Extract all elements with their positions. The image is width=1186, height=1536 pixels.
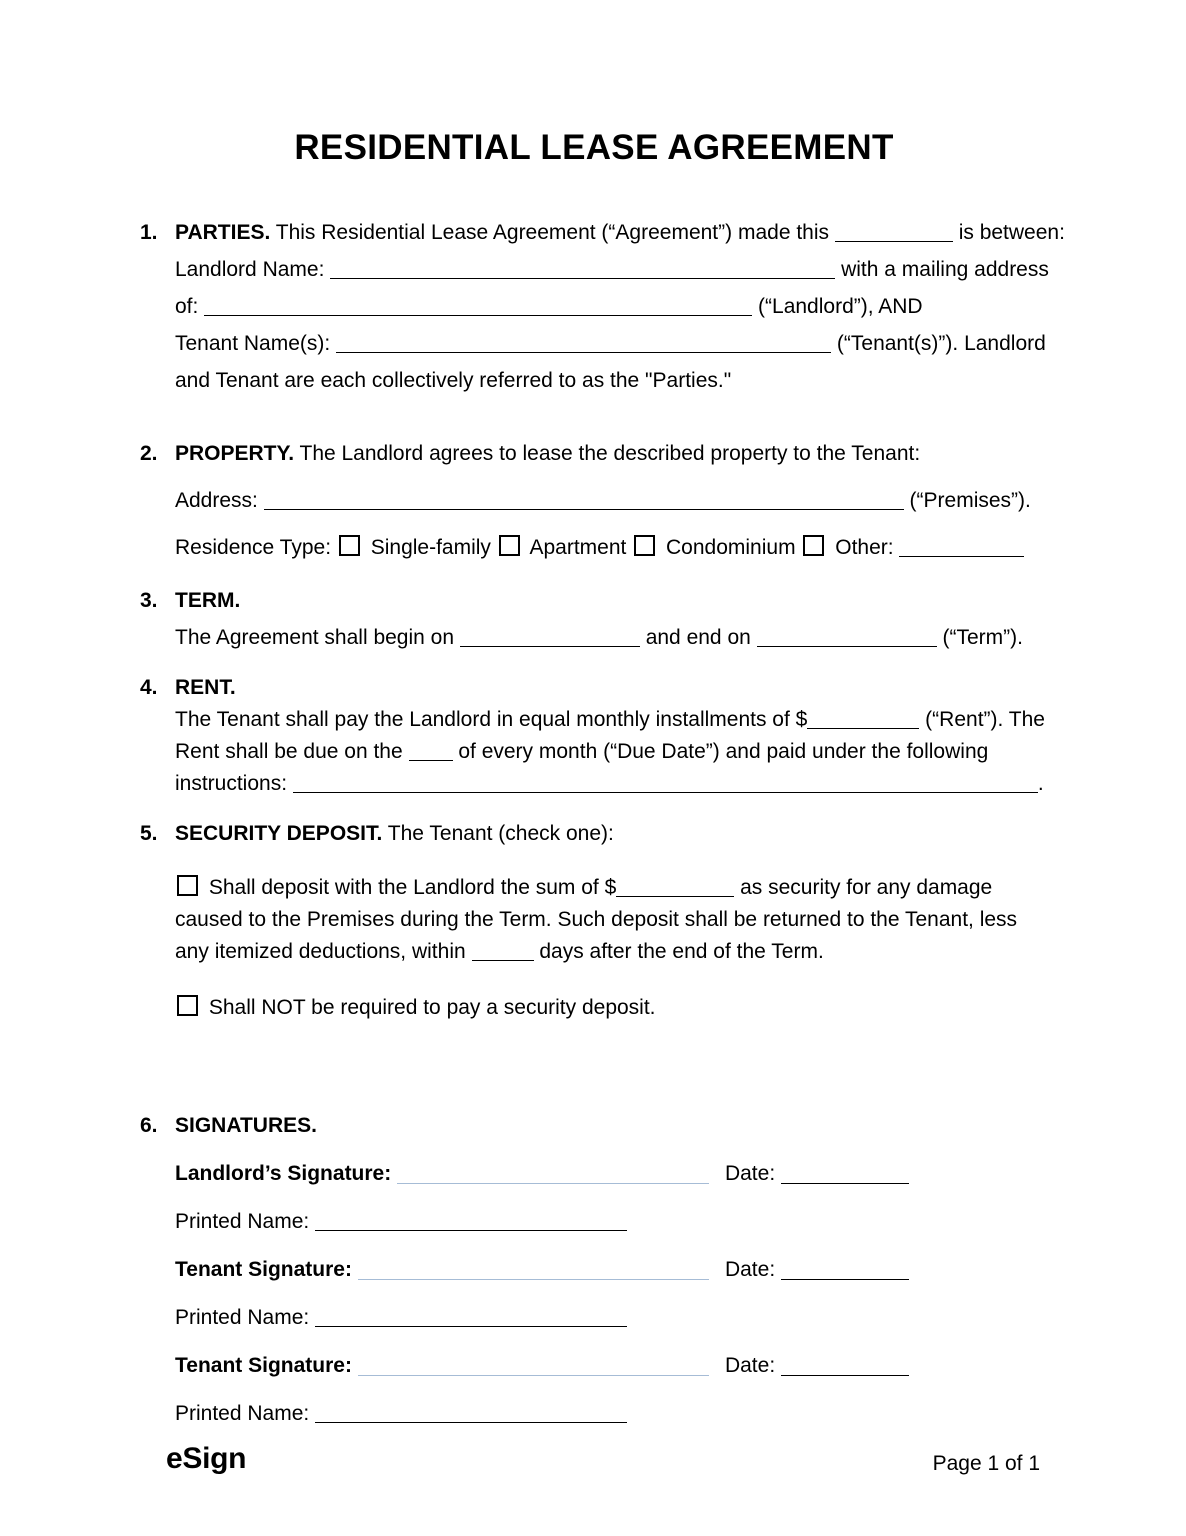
text-run: Tenant Signature: [175,1258,358,1281]
text-line [175,619,1048,656]
section-body [175,1112,1048,1428]
text-run: TERM. [175,589,241,612]
text-line [175,992,1048,1024]
section-parties [140,214,1065,399]
text-line [175,872,1048,968]
text-run: SECURITY DEPOSIT. [175,822,383,845]
text-run: instructions: [175,772,293,795]
section-body [175,818,1048,1024]
text-run: The Agreement shall begin on [175,626,460,649]
text-run: RENT. [175,676,236,699]
term-end-date-field[interactable] [757,629,937,647]
text-line [175,672,1048,704]
text-run: Residence Type: [175,536,337,559]
text-run: Landlord’s Signature: [175,1162,398,1185]
text-line [175,1160,909,1188]
section-body [175,435,1048,566]
text-run: Single-family [364,536,497,559]
text-run: (“Rent”). The [919,708,1045,731]
text-line [175,362,1065,399]
text-run: Printed Name: [175,1402,316,1425]
text-run: Date: [713,1258,781,1281]
text-run: (“Tenant(s)”). Landlord [831,332,1046,355]
document-title: RESIDENTIAL LEASE AGREEMENT [294,128,894,167]
checkbox-other[interactable] [803,535,824,556]
text-line [175,818,1048,850]
text-line [175,1256,909,1284]
section-signatures [140,1112,1048,1428]
text-run: Printed Name: [175,1306,316,1329]
text-run: Other: [829,536,900,559]
tenant-names-field[interactable] [336,335,831,353]
landlord-printed-name-field[interactable] [315,1213,627,1231]
section-number: 1. [140,221,158,244]
text-run: of every month (“Due Date”) and paid under the following [452,740,989,763]
landlord-signature-date-field[interactable] [781,1166,909,1184]
text-run: Landlord Name: [175,258,331,281]
text-line [175,1112,1048,1140]
landlord-signature-field[interactable] [397,1166,709,1184]
payment-instructions-field[interactable] [293,775,1038,793]
deposit-amount-field[interactable] [616,879,734,897]
text-line [175,1208,1048,1236]
page-number-label: Page 1 of 1 [932,1452,1040,1475]
text-line [175,704,1048,736]
section-number: 6. [140,1114,158,1137]
property-address-field[interactable] [264,492,904,510]
section-number: 2. [140,442,158,465]
section-number: 3. [140,589,158,612]
text-run: Rent shall be due on the [175,740,409,763]
text-run: Printed Name: [175,1210,316,1233]
text-run: (“Landlord”), AND [752,295,923,318]
tenant2-signature-field[interactable] [358,1358,710,1376]
text-run: This Residential Lease Agreement (“Agreement”) made this [270,221,835,244]
rent-due-day-field[interactable] [409,743,453,761]
section-body [175,582,1048,656]
section-body [175,672,1048,800]
term-start-date-field[interactable] [460,629,640,647]
text-run: SIGNATURES. [175,1114,317,1137]
tenant2-printed-name-field[interactable] [315,1405,627,1423]
text-run: Apartment [524,536,633,559]
text-run: Date: [713,1162,781,1185]
tenant2-signature-date-field[interactable] [781,1358,909,1376]
checkbox-deposit-required[interactable] [177,875,198,896]
text-line [175,325,1065,362]
text-run: Tenant Signature: [175,1354,358,1377]
esign-logo: eSign [166,1442,247,1475]
text-line [175,214,1065,251]
text-run: PROPERTY. [175,442,295,465]
text-line [175,1304,1048,1332]
text-run: Address: [175,489,264,512]
text-line [175,736,1048,768]
text-run: The Tenant (check one): [382,822,614,845]
rent-amount-field[interactable] [807,711,919,729]
agreement-date-field[interactable] [835,224,953,242]
text-run: . [1037,772,1044,795]
text-run: (“Premises”). [903,489,1031,512]
document-content [140,128,1065,1428]
text-line [175,1352,909,1380]
text-run: and end on [639,626,757,649]
tenant-signature-date-field[interactable] [781,1262,909,1280]
checkbox-apartment[interactable] [499,535,520,556]
text-run: is between: [952,221,1065,244]
text-run: Date: [713,1354,781,1377]
text-line [175,768,1048,800]
section-number: 5. [140,822,158,845]
text-line [175,288,1065,325]
text-run: The Landlord agrees to lease the described property to the Tenant: [294,442,921,465]
text-run: The Tenant shall pay the Landlord in equal monthly installments of $ [175,708,808,731]
checkbox-single-family[interactable] [339,535,360,556]
section-rent [140,672,1048,800]
text-line [175,251,1065,288]
text-run: Tenant Name(s): [175,332,337,355]
text-run: Condominium [660,536,802,559]
text-line [175,529,1048,566]
section-number: 4. [140,676,158,699]
page-footer [140,1442,1040,1476]
checkbox-no-deposit[interactable] [177,995,198,1016]
section-property [140,435,1048,566]
landlord-mailing-address-field[interactable] [204,298,752,316]
text-run: and Tenant are each collectively referred to as the "Parties." [175,369,732,392]
section-body [175,214,1065,399]
text-run: of: [175,295,205,318]
text-run: (“Term”). [936,626,1023,649]
text-line [175,435,1048,472]
text-run: Shall NOT be required to pay a security deposit. [203,996,656,1019]
text-line [175,582,1048,619]
text-run: with a mailing address [835,258,1049,281]
residence-other-field[interactable] [899,539,1024,557]
text-run: days after the end of the Term. [533,940,824,963]
landlord-name-field[interactable] [330,261,835,279]
text-line [175,482,1048,519]
checkbox-condominium[interactable] [634,535,655,556]
text-run: PARTIES. [175,221,271,244]
section-security-deposit [140,818,1048,1024]
tenant-printed-name-field[interactable] [315,1309,627,1327]
text-run: as security for any damage caused to the Premises during the Term. Such deposit shall be returned to the Tenant, less any itemized deductions, within [175,876,1018,963]
tenant-signature-field[interactable] [358,1262,710,1280]
text-run: Shall deposit with the Landlord the sum of $ [203,876,617,899]
text-line [175,1400,1048,1428]
section-term [140,582,1048,656]
deposit-return-days-field[interactable] [472,943,534,961]
